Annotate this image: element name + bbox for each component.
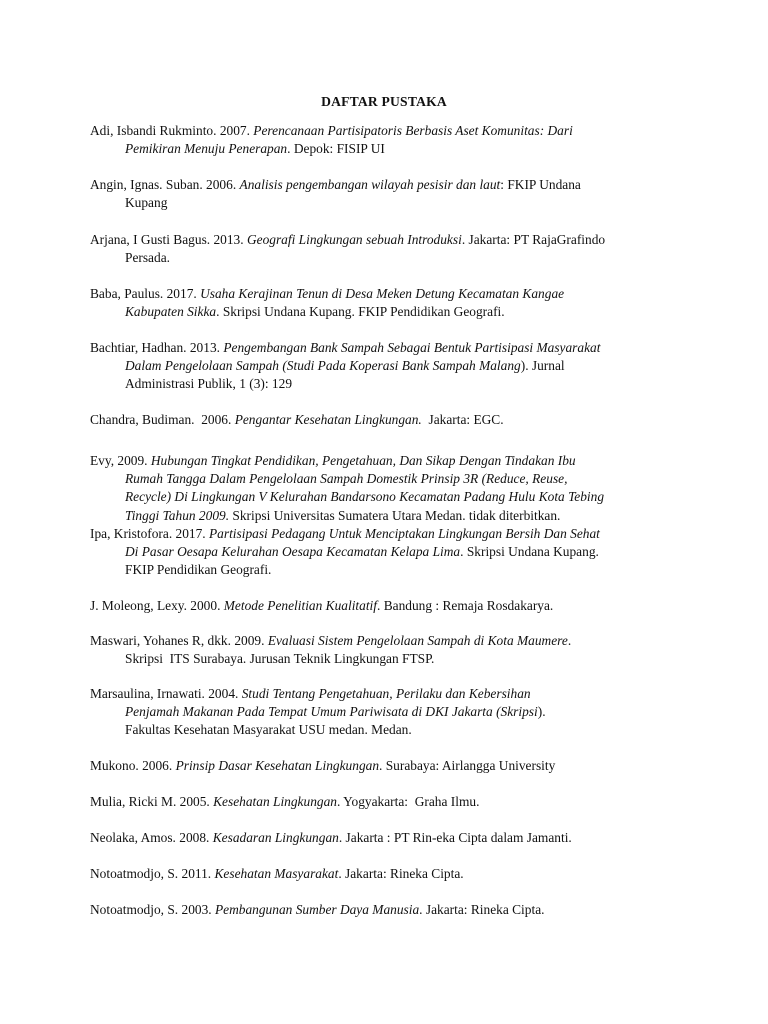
reference-title-text: Kesadaran Lingkungan	[212, 830, 339, 845]
reference-text: . Bandung : Remaja Rosdakarya.	[377, 598, 554, 613]
reference-line	[125, 470, 725, 488]
reference-title-text: Studi Tentang Pengetahuan, Perilaku dan Kebersihan	[241, 686, 531, 701]
reference-line	[125, 249, 725, 267]
reference-text: Arjana, I Gusti Bagus. 2013.	[90, 232, 247, 247]
reference-text: . Jakarta : PT Rin-eka Cipta dalam Jamanti.	[338, 830, 572, 845]
reference-line	[90, 339, 725, 357]
reference-text: Neolaka, Amos. 2008.	[90, 830, 213, 845]
reference-text: Jakarta: EGC.	[421, 412, 504, 427]
reference-text: Notoatmodjo, S. 2003.	[90, 902, 215, 917]
reference-text: ).	[537, 704, 546, 720]
reference-text: Chandra, Budiman. 2006.	[90, 412, 235, 427]
reference-line	[125, 357, 725, 375]
reference-line	[90, 452, 725, 470]
reference-line	[125, 721, 725, 739]
reference-title-text: Di Pasar Oesapa Kelurahan Oesapa Kecamatan Kelapa Lima	[125, 544, 461, 560]
reference-text: : FKIP Undana	[500, 177, 581, 192]
reference-entry	[90, 176, 725, 212]
reference-entry	[90, 685, 725, 740]
reference-line	[90, 597, 725, 615]
reference-entry	[90, 757, 725, 775]
reference-line	[90, 685, 725, 703]
reference-entry	[90, 901, 725, 919]
reference-entry	[90, 231, 725, 267]
reference-line	[90, 525, 725, 543]
reference-text: Notoatmodjo, S. 2011.	[90, 866, 215, 881]
reference-entry	[90, 285, 725, 321]
reference-title-text: Prinsip Dasar Kesehatan Lingkungan	[175, 758, 380, 773]
reference-text: Kupang	[125, 195, 168, 211]
reference-title-text: Tinggi Tahun 2009.	[125, 507, 230, 523]
reference-title-text: Kabupaten Sikka	[125, 304, 217, 320]
reference-text: Maswari, Yohanes R, dkk. 2009.	[90, 633, 268, 648]
reference-line	[125, 303, 725, 321]
reference-text: ). Jurnal	[520, 358, 565, 374]
reference-text: Fakultas Kesehatan Masyarakat USU medan. Medan.	[125, 722, 412, 738]
reference-line	[125, 650, 725, 668]
reference-title-text: Usaha Kerajinan Tenun di Desa Meken Detung Kecamatan Kangae	[200, 286, 565, 301]
reference-line	[90, 176, 725, 194]
page-title: DAFTAR PUSTAKA	[321, 94, 447, 109]
reference-line	[125, 543, 725, 561]
reference-line	[90, 632, 725, 650]
reference-title-text: Evaluasi Sistem Pengelolaan Sampah di Kota Maumere	[267, 633, 568, 648]
reference-text: Skripsi ITS Surabaya. Jurusan Teknik Lingkungan FTSP.	[125, 651, 435, 667]
reference-text: Skripsi Universitas Sumatera Utara Medan. tidak diterbitkan.	[229, 507, 561, 523]
reference-line	[90, 122, 725, 140]
reference-text: . Depok: FISIP UI	[287, 141, 385, 157]
reference-entry	[90, 452, 725, 525]
reference-entry	[90, 829, 725, 847]
reference-text: . Yogyakarta: Graha Ilmu.	[336, 794, 480, 809]
reference-line	[125, 140, 725, 158]
reference-line	[125, 507, 725, 525]
reference-title-text: Recycle) Di Lingkungan V Kelurahan Bandarsono Kecamatan Padang Hulu Kota Tebing	[125, 489, 605, 505]
reference-text: . Skripsi Undana Kupang. FKIP Pendidikan Geografi.	[216, 304, 505, 320]
reference-text: Baba, Paulus. 2017.	[90, 286, 201, 301]
reference-line	[125, 194, 725, 212]
reference-title-text: Hubungan Tingkat Pendidikan, Pengetahuan, Dan Sikap Dengan Tindakan Ibu	[150, 453, 576, 468]
reference-line	[90, 231, 725, 249]
reference-title-text: Pengantar Kesehatan Lingkungan.	[234, 412, 422, 427]
reference-text: Bachtiar, Hadhan. 2013.	[90, 340, 224, 355]
reference-line	[90, 285, 725, 303]
reference-text: . Jakarta: Rineka Cipta.	[419, 902, 545, 917]
reference-title-text: Pembangunan Sumber Daya Manusia	[214, 902, 420, 917]
reference-title-text: Kesehatan Masyarakat	[214, 866, 339, 881]
reference-text: Ipa, Kristofora. 2017.	[90, 526, 209, 541]
reference-entry	[90, 339, 725, 394]
reference-text: Marsaulina, Irnawati. 2004.	[90, 686, 242, 701]
reference-text: Mulia, Ricki M. 2005.	[90, 794, 214, 809]
reference-text: Evy, 2009.	[90, 453, 151, 468]
reference-entry	[90, 525, 725, 580]
reference-text: . Jakarta: PT RajaGrafindo	[461, 232, 606, 247]
reference-title-text: Penjamah Makanan Pada Tempat Umum Pariwisata di DKI Jakarta (Skripsi	[125, 704, 538, 720]
reference-entry	[90, 632, 725, 668]
reference-text: Administrasi Publik, 1 (3): 129	[125, 376, 293, 392]
reference-title-text: Perencanaan Partisipatoris Berbasis Aset Komunitas: Dari	[253, 123, 573, 138]
reference-text: . Skripsi Undana Kupang.	[460, 544, 599, 560]
reference-line	[125, 488, 725, 506]
reference-title-text: Metode Penelitian Kualitatif	[223, 598, 378, 613]
reference-title-text: Geografi Lingkungan sebuah Introduksi	[246, 232, 462, 247]
reference-line	[90, 793, 725, 811]
reference-title-text: Pengembangan Bank Sampah Sebagai Bentuk Partisipasi Masyarakat	[223, 340, 601, 355]
reference-text: FKIP Pendidikan Geografi.	[125, 562, 272, 578]
reference-title-text: Rumah Tangga Dalam Pengelolaan Sampah Domestik Prinsip 3R (Reduce, Reuse,	[125, 471, 568, 487]
reference-line	[125, 703, 725, 721]
reference-text: .	[567, 633, 572, 648]
reference-text: . Jakarta: Rineka Cipta.	[338, 866, 464, 881]
reference-title-text: Kesehatan Lingkungan	[213, 794, 337, 809]
reference-title-text: Dalam Pengelolaan Sampah (Studi Pada Koperasi Bank Sampah Malang	[125, 358, 521, 374]
reference-entry	[90, 865, 725, 883]
reference-entry	[90, 411, 725, 429]
reference-text: J. Moleong, Lexy. 2000.	[90, 598, 224, 613]
reference-text: Angin, Ignas. Suban. 2006.	[90, 177, 240, 192]
reference-text: . Surabaya: Airlangga University	[379, 758, 556, 773]
reference-line	[90, 865, 725, 883]
reference-text: Adi, Isbandi Rukminto. 2007.	[90, 123, 254, 138]
reference-line	[90, 829, 725, 847]
reference-title-text: Analisis pengembangan wilayah pesisir dan laut	[239, 177, 501, 192]
reference-entry	[90, 793, 725, 811]
reference-line	[125, 375, 725, 393]
reference-title-text: Partisipasi Pedagang Untuk Menciptakan Lingkungan Bersih Dan Sehat	[209, 526, 600, 541]
reference-text: Persada.	[125, 250, 170, 266]
reference-line	[125, 561, 725, 579]
reference-text: Mukono. 2006.	[90, 758, 176, 773]
reference-title-text: Pemikiran Menuju Penerapan	[125, 141, 288, 157]
reference-entry	[90, 597, 725, 615]
reference-entry	[90, 122, 725, 158]
reference-line	[90, 901, 725, 919]
reference-line	[90, 757, 725, 775]
reference-line	[90, 411, 725, 429]
